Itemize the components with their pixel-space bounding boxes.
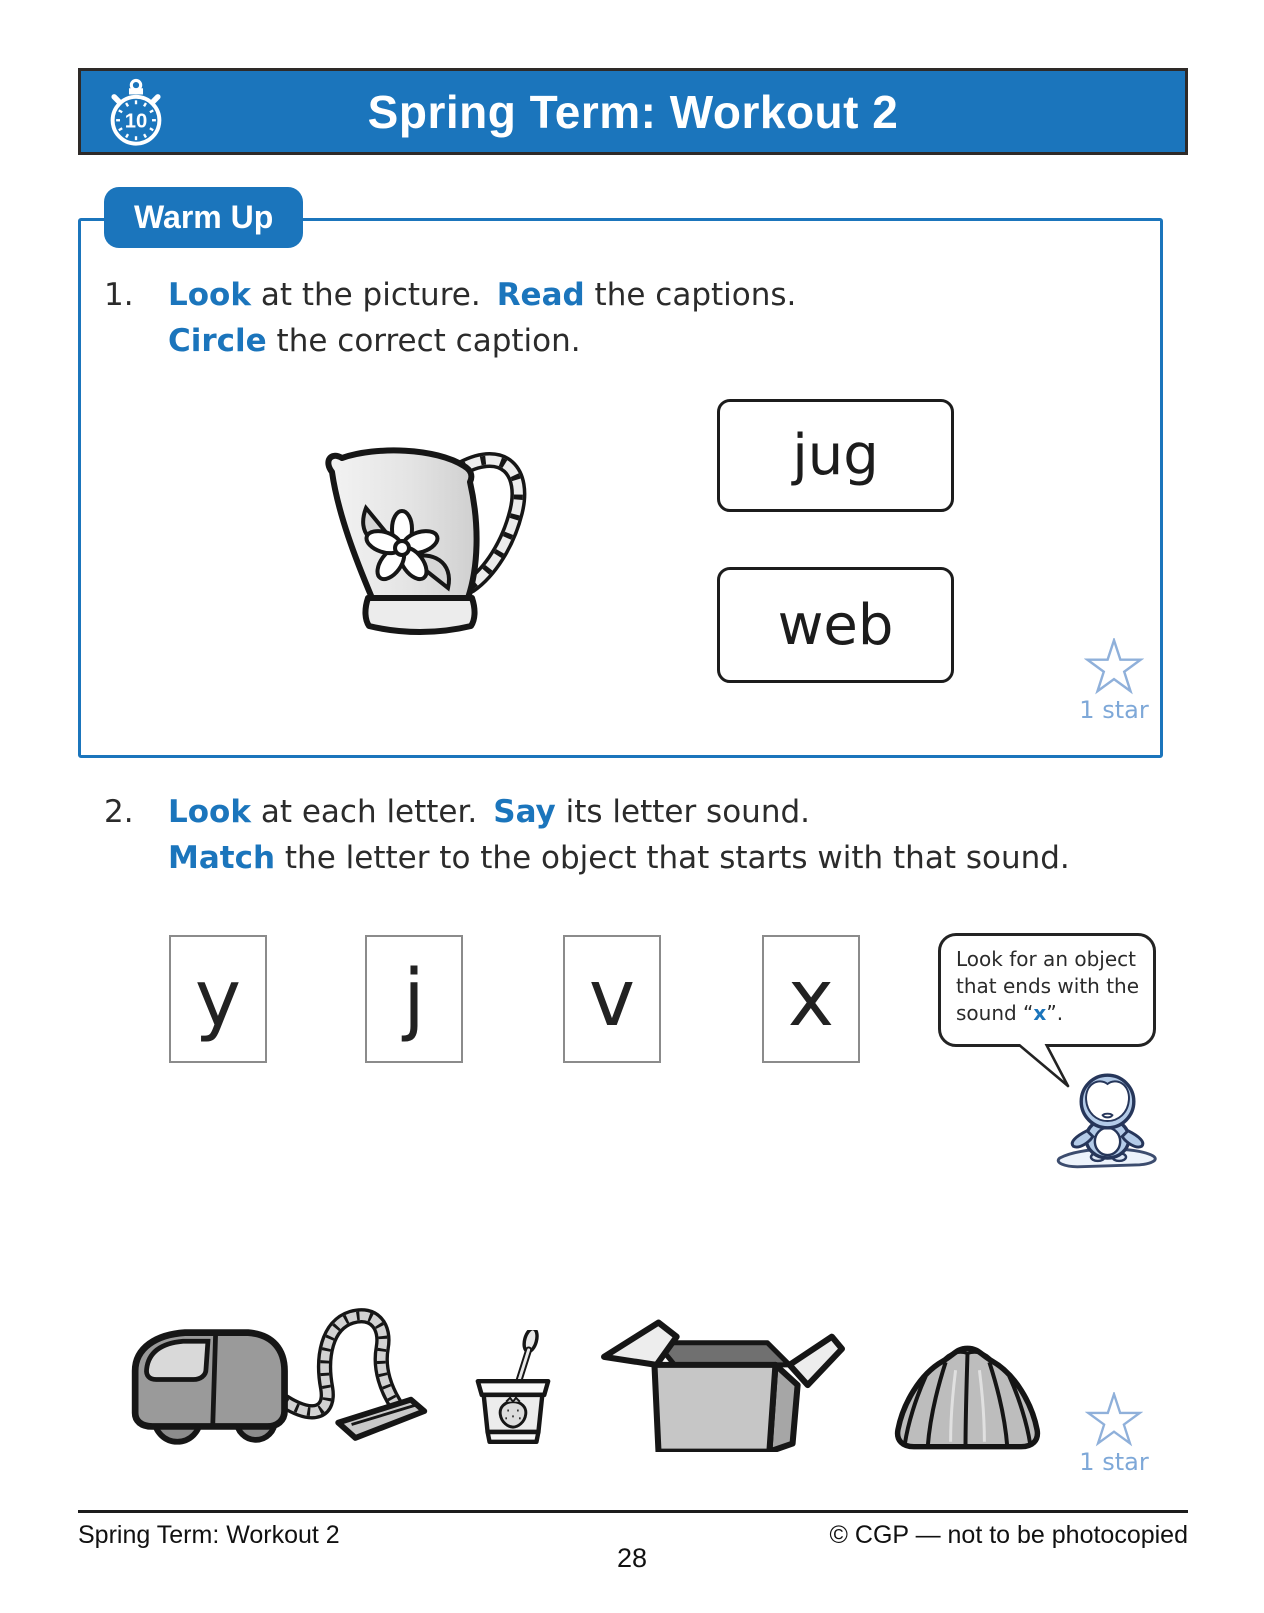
yogurt-image[interactable] — [470, 1330, 556, 1448]
question-1-line-1 — [168, 272, 796, 318]
footer-divider — [78, 1510, 1188, 1513]
footer-right-text: © CGP — not to be photocopied — [829, 1521, 1188, 1549]
keyword-read: Read — [496, 277, 585, 313]
question-1 — [104, 272, 1044, 364]
warm-up-badge — [104, 187, 303, 248]
question-2-text-a: at each letter. — [250, 794, 478, 830]
question-1-text — [168, 272, 796, 364]
speech-bubble — [938, 933, 1156, 1047]
star-label: 1 star — [1079, 1448, 1149, 1476]
caption-web-label: web — [777, 592, 894, 658]
keyword-circle: Circle — [168, 323, 267, 359]
letter-card-j[interactable] — [365, 935, 463, 1063]
question-1-text-a: at the picture. — [250, 277, 481, 313]
question-2-line-1 — [168, 789, 1070, 835]
question-1-line-2 — [168, 318, 796, 364]
letter-card-x[interactable] — [762, 935, 860, 1063]
caption-jug-label: jug — [792, 423, 879, 488]
page-header — [78, 68, 1188, 155]
caption-option-jug[interactable] — [717, 399, 954, 512]
page-number: 28 — [616, 1543, 648, 1573]
keyword-match: Match — [168, 840, 276, 876]
bubble-sound: x — [1033, 1001, 1047, 1025]
question-2 — [104, 789, 1184, 881]
keyword-look: Look — [168, 277, 251, 313]
jug-image — [318, 444, 530, 640]
jug-illustration — [318, 444, 530, 640]
keyword-say: Say — [493, 794, 556, 830]
vacuum-image[interactable] — [116, 1288, 432, 1450]
star-icon — [1084, 638, 1144, 695]
bubble-text-before: Look for an object that ends with the sound “ — [956, 947, 1140, 1025]
timer-value: 10 — [124, 110, 148, 133]
stopwatch-icon — [97, 75, 175, 153]
jelly-image[interactable] — [886, 1338, 1050, 1458]
question-2-text — [168, 789, 1070, 881]
speech-bubble-tail — [1008, 1044, 1074, 1090]
star-label: 1 star — [1079, 696, 1149, 724]
question-2-line-2 — [168, 835, 1070, 881]
question-1-text-c: the correct caption. — [266, 323, 581, 359]
letter-j: j — [403, 954, 425, 1044]
footer-left-text: Spring Term: Workout 2 — [78, 1521, 340, 1549]
letter-v: v — [588, 954, 636, 1044]
star-icon — [1085, 1392, 1143, 1447]
letter-card-v[interactable] — [563, 935, 661, 1063]
letter-y: y — [194, 954, 242, 1044]
question-2-text-c: the letter to the object that starts with that sound. — [275, 840, 1070, 876]
question-2-text-b: its letter sound. — [555, 794, 811, 830]
box-image[interactable] — [598, 1300, 845, 1452]
letter-card-y[interactable] — [169, 935, 267, 1063]
stopwatch-icon — [97, 75, 175, 153]
reward-star-1 — [1068, 638, 1160, 724]
bubble-text-after: ”. — [1046, 1001, 1064, 1025]
question-1-number: 1. — [104, 277, 134, 313]
keyword-look-2: Look — [168, 794, 251, 830]
page-title: Spring Term: Workout 2 — [367, 85, 899, 138]
question-1-text-b: the captions. — [584, 277, 797, 313]
reward-star-2 — [1068, 1392, 1160, 1476]
warm-up-badge-label: Warm Up — [134, 199, 274, 235]
question-2-number: 2. — [104, 794, 134, 830]
letter-x: x — [787, 954, 835, 1044]
caption-option-web[interactable] — [717, 567, 954, 683]
